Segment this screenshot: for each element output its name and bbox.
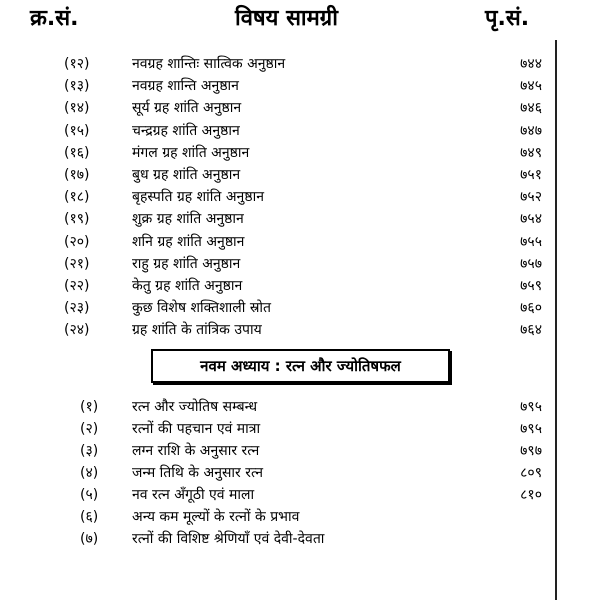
row-title: राहु ग्रह शांति अनुष्ठान bbox=[132, 255, 241, 272]
contents-row bbox=[0, 529, 560, 550]
row-number: (२) bbox=[80, 421, 99, 437]
row-number: (२४) bbox=[64, 322, 90, 339]
row-page-number: ७९५ bbox=[520, 399, 542, 415]
contents-row bbox=[0, 254, 560, 275]
contents-row bbox=[0, 298, 560, 319]
row-page-number: ७५२ bbox=[520, 189, 542, 206]
row-title: मंगल ग्रह शांति अनुष्ठान bbox=[132, 144, 250, 161]
row-page-number: ७४६ bbox=[520, 100, 542, 117]
row-page-number: ७४७ bbox=[520, 122, 542, 139]
row-title: नवग्रह शान्ति अनुष्ठान bbox=[132, 78, 239, 95]
row-number: (४) bbox=[80, 465, 99, 481]
contents-row bbox=[0, 485, 560, 506]
contents-row bbox=[0, 441, 560, 462]
row-page-number: ७९५ bbox=[520, 421, 542, 437]
row-page-number: ७५९ bbox=[520, 278, 542, 294]
contents-row bbox=[0, 419, 560, 440]
row-page-number: ८१० bbox=[520, 487, 542, 503]
row-title: चन्द्रग्रह शांति अनुष्ठान bbox=[132, 122, 240, 139]
contents-row bbox=[0, 143, 560, 164]
row-number: (१८) bbox=[64, 189, 90, 206]
row-page-number: ८०९ bbox=[520, 465, 542, 481]
row-page-number: ७५७ bbox=[520, 255, 542, 272]
row-title: रत्नों की विशिष्ट श्रेणियाँ एवं देवी-देवता bbox=[132, 531, 325, 547]
row-number: (७) bbox=[80, 531, 99, 547]
row-title: बृहस्पति ग्रह शांति अनुष्ठान bbox=[132, 189, 264, 206]
row-number: (२१) bbox=[64, 255, 90, 272]
chapter-heading: नवम अध्याय : रत्न और ज्योतिषफल bbox=[200, 357, 401, 375]
header-subject-label: विषय सामग्री bbox=[235, 6, 338, 31]
row-number: (१७) bbox=[64, 167, 90, 183]
row-title: जन्म तिथि के अनुसार रत्न bbox=[132, 465, 264, 481]
contents-row bbox=[0, 187, 560, 208]
contents-row bbox=[0, 98, 560, 119]
row-title: ग्रह शांति के तांत्रिक उपाय bbox=[132, 322, 262, 339]
row-number: (३) bbox=[80, 443, 99, 459]
row-number: (१३) bbox=[64, 78, 90, 95]
row-title: नव रत्न अँगूठी एवं माला bbox=[132, 487, 255, 503]
row-title: शनि ग्रह शांति अनुष्ठान bbox=[132, 233, 245, 250]
row-number: (२३) bbox=[64, 300, 90, 317]
row-title: शुक्र ग्रह शांति अनुष्ठान bbox=[132, 211, 244, 228]
row-title: रत्नों की पहचान एवं मात्रा bbox=[132, 421, 261, 437]
row-page-number: ७९७ bbox=[520, 443, 542, 459]
row-page-number: ७४४ bbox=[520, 56, 542, 72]
row-page-number: ७५५ bbox=[520, 233, 542, 250]
contents-row bbox=[0, 276, 560, 297]
row-number: (१४) bbox=[64, 100, 90, 117]
row-title: नवग्रह शान्तिः सात्विक अनुष्ठान bbox=[132, 56, 286, 72]
contents-row bbox=[0, 397, 560, 418]
row-title: कुछ विशेष शक्तिशाली स्रोत bbox=[132, 300, 272, 317]
row-page-number: ७६४ bbox=[520, 322, 542, 339]
row-title: सूर्य ग्रह शांति अनुष्ठान bbox=[132, 100, 242, 117]
contents-row bbox=[0, 121, 560, 142]
row-number: (१) bbox=[80, 399, 99, 415]
row-title: अन्य कम मूल्यों के रत्नों के प्रभाव bbox=[132, 509, 300, 525]
row-title: लग्न राशि के अनुसार रत्न bbox=[132, 443, 260, 459]
row-page-number: ७४९ bbox=[520, 144, 542, 161]
row-number: (६) bbox=[80, 509, 99, 525]
row-number: (५) bbox=[80, 487, 99, 503]
contents-row bbox=[0, 232, 560, 253]
contents-row bbox=[0, 76, 560, 97]
contents-row bbox=[0, 165, 560, 186]
row-page-number: ७५१ bbox=[520, 167, 542, 183]
row-number: (२२) bbox=[64, 278, 90, 294]
chapter-heading-box bbox=[151, 349, 450, 383]
row-number: (१५) bbox=[64, 122, 90, 139]
contents-row bbox=[0, 507, 560, 528]
header-number-label: क्र.सं. bbox=[30, 6, 79, 31]
contents-row bbox=[0, 54, 560, 75]
row-page-number: ७५४ bbox=[520, 211, 542, 228]
row-title: बुध ग्रह शांति अनुष्ठान bbox=[132, 167, 241, 183]
contents-row bbox=[0, 209, 560, 230]
row-number: (१९) bbox=[64, 211, 90, 228]
contents-row bbox=[0, 320, 560, 341]
row-page-number: ७४५ bbox=[520, 78, 542, 95]
row-page-number: ७६० bbox=[520, 300, 542, 317]
row-number: (१६) bbox=[64, 144, 90, 161]
row-number: (२०) bbox=[64, 233, 90, 250]
contents-row bbox=[0, 463, 560, 484]
row-number: (१२) bbox=[64, 56, 90, 72]
row-title: केतु ग्रह शांति अनुष्ठान bbox=[132, 278, 243, 294]
row-title: रत्न और ज्योतिष सम्बन्ध bbox=[132, 399, 258, 415]
header-page-label: पृ.सं. bbox=[485, 6, 530, 31]
